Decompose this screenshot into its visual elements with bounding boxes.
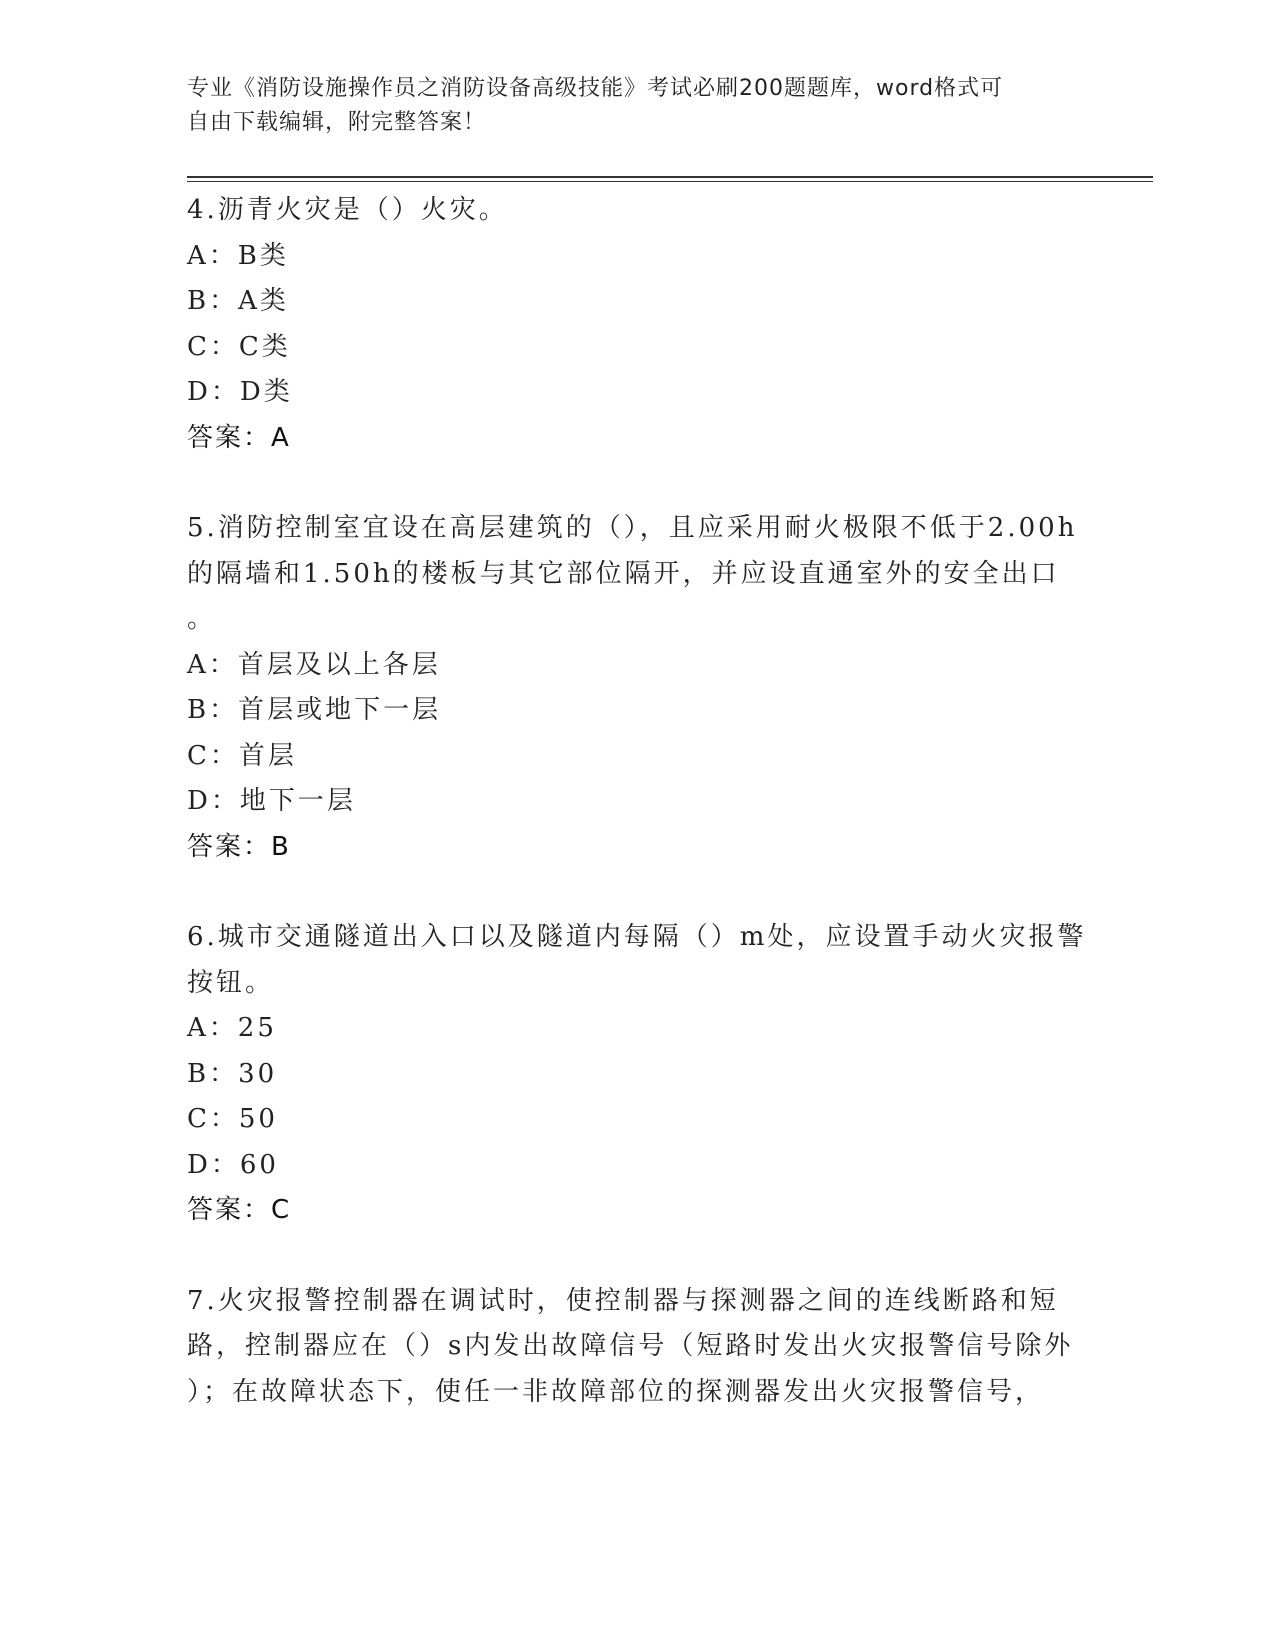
question-5 bbox=[187, 506, 1117, 870]
question-4 bbox=[187, 188, 1117, 461]
option-a: A：首层及以上各层 bbox=[187, 649, 441, 680]
option-a: A：25 bbox=[187, 1013, 277, 1043]
option-b: B：30 bbox=[187, 1058, 278, 1089]
question-text: 。 bbox=[187, 604, 217, 634]
answer: 答案：A bbox=[187, 422, 291, 453]
option-b: B：首层或地下一层 bbox=[187, 695, 442, 725]
question-text: 4.沥青火灾是（）火灾。 bbox=[187, 195, 508, 225]
question-list bbox=[187, 188, 1117, 1460]
question-text: ）；在故障状态下，使任一非故障部位的探测器发出火灾报警信号， bbox=[187, 1376, 1045, 1407]
answer: 答案：C bbox=[187, 1195, 292, 1225]
answer: 答案：B bbox=[187, 831, 291, 862]
question-6 bbox=[187, 915, 1117, 1234]
question-text: 6.城市交通隧道出入口以及隧道内每隔（）m处，应设置手动火灾报警 bbox=[187, 922, 1087, 952]
question-text: 5.消防控制室宜设在高层建筑的（），且应采用耐火极限不低于2.00h bbox=[187, 513, 1078, 543]
option-b: B：A类 bbox=[187, 286, 289, 316]
option-a: A：B类 bbox=[187, 240, 289, 271]
option-c: C：50 bbox=[187, 1104, 278, 1134]
question-text: 的隔墙和1.50h的楼板与其它部位隔开，并应设直通室外的安全出口 bbox=[187, 558, 1060, 589]
option-c: C：C类 bbox=[187, 331, 291, 362]
option-d: D：D类 bbox=[187, 377, 293, 407]
option-c: C：首层 bbox=[187, 740, 297, 771]
question-text: 路，控制器应在（）s内发出故障信号（短路时发出火灾报警信号除外 bbox=[187, 1331, 1074, 1361]
header-divider-thin bbox=[187, 181, 1153, 182]
header-divider bbox=[187, 176, 1153, 178]
question-text: 按钮。 bbox=[187, 967, 275, 998]
option-d: D：60 bbox=[187, 1149, 279, 1180]
header-line: 自由下载编辑，附完整答案！ bbox=[187, 110, 487, 135]
question-text: 7.火灾报警控制器在调试时，使控制器与探测器之间的连线断路和短 bbox=[187, 1285, 1059, 1316]
header-line: 专业《消防设施操作员之消防设备高级技能》考试必刷200题题库，word格式可 bbox=[187, 76, 1004, 101]
question-7 bbox=[187, 1279, 1117, 1416]
document-header bbox=[187, 72, 1087, 140]
option-d: D：地下一层 bbox=[187, 786, 356, 816]
